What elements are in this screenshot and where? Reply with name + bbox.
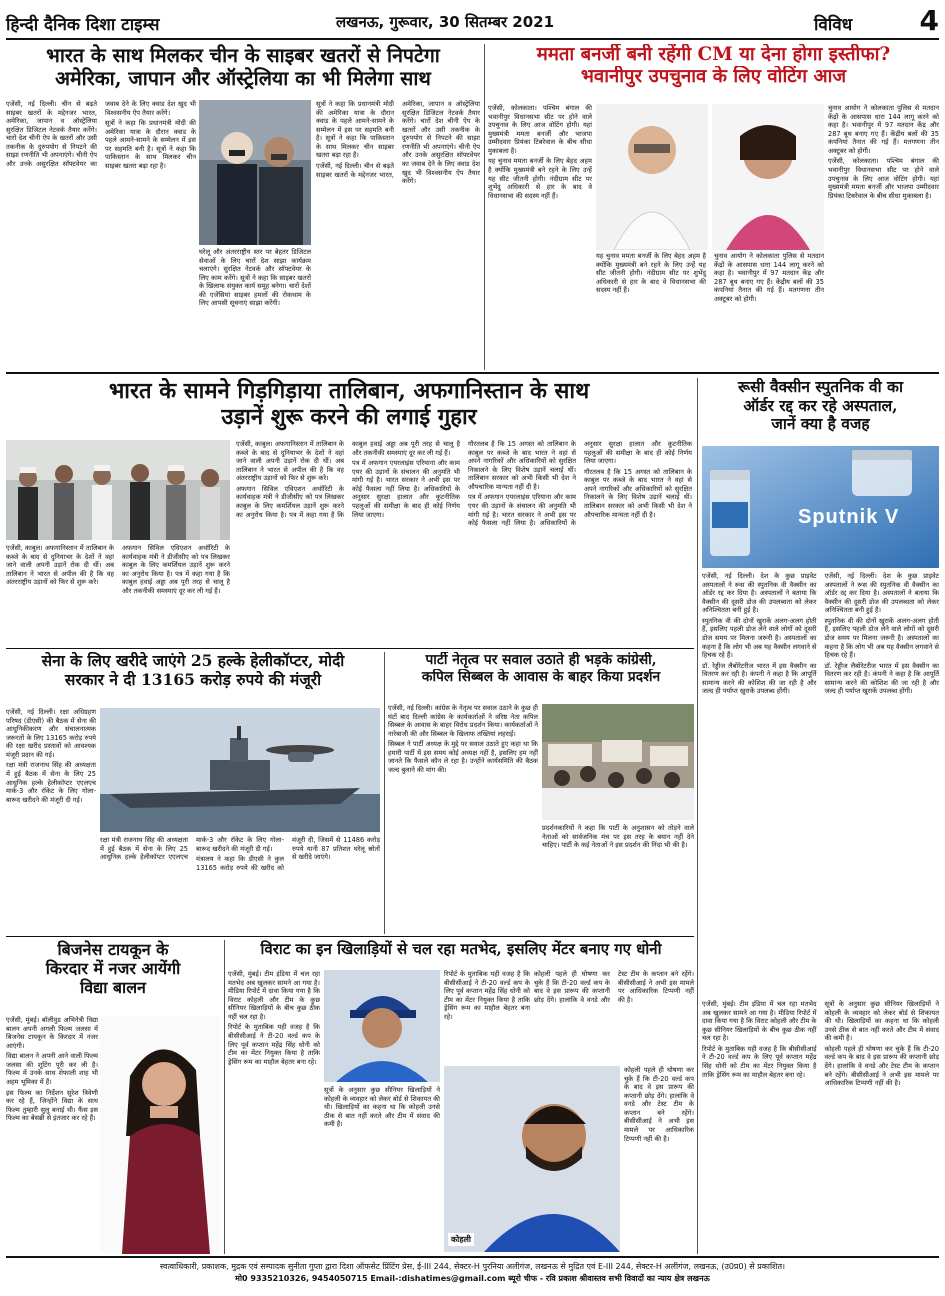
sputnik-para: एजेंसी, नई दिल्ली। देश के कुछ प्राइवेट अस्पतालों ने रूस की स्पुतनिक वी वैक्सीन का ऑर्डर रद्द कर दिया है। अस्पतालों ने बताया कि वैक्सीन की दूसरी डोज की उपलब्धता को लेकर अनिश्चितता बनी हुई है। bbox=[702, 572, 817, 615]
vidya-headline-line1: बिजनेस टायकून के bbox=[57, 940, 169, 959]
dhoni-para: सूत्रों के अनुसार कुछ सीनियर खिलाड़ियों ने कोहली के व्यवहार को लेकर बोर्ड से शिकायत की थी। खिलाड़ियों का कहना था कि कोहली उनसे ठीक से बात नहीं करते और टीम में संवाद की कमी है। bbox=[324, 1086, 440, 1129]
imprint-line1: स्वत्वाधिकारी, प्रकाशक, मुद्रक एवं सम्पादक सुनीता गुप्ता द्वारा दिशा ऑफसेट प्रिंटिंग प्रेस, ई-III 244, सेक्टर-H पुरनिया अलीगंज, लखनऊ से मुद्रित एवं E-III 244, सेक्टर-H अलीगंज, लखनऊ, (उ0प्र0) से प्रकाशित। bbox=[159, 1262, 786, 1271]
helicopter-para: मंत्रालय ने कहा कि डीएसी ने कुल 13165 करोड़ रुपये की खरीद को मंजूरी दी, जिसमें से 11486 करोड़ रुपये यानी 87 प्रतिशत घरेलू स्रोतों से खरीदे जाएंगे। bbox=[196, 836, 380, 872]
biden-modi-photo bbox=[199, 100, 311, 245]
helicopter-body-under-photo bbox=[100, 836, 380, 932]
imprint-footer bbox=[6, 1256, 939, 1292]
dhoni-para: कोहली पहले ही घोषणा कर चुके हैं कि टी-20 वर्ल्ड कप के बाद वे इस प्रारूप की कप्तानी छोड़ देंगे। हालांकि वे वनडे और टेस्ट टीम के कप्तान बने रहेंगे। बीसीसीआई ने अभी इस मामले पर आधिकारिक टिप्पणी नहीं की है। bbox=[624, 1066, 694, 1143]
mamata-para: यह चुनाव ममता बनर्जी के लिए बेहद अहम है क्योंकि मुख्यमंत्री बने रहने के लिए उन्हें यह सीट जीतनी होगी। नंदीग्राम सीट पर शुभेंदु अधिकारी से हार के बाद वे विधानसभा की सदस्य नहीं हैं। bbox=[596, 252, 706, 295]
mamata-body-right bbox=[828, 104, 939, 368]
cyber-para: सूत्रों ने कहा कि प्रधानमंत्री मोदी की अमेरिका यात्रा के दौरान क्वाड के पहले आमने-सामने के सम्मेलन में इस पर सहमति बनी है। सूत्रों ने कहा कि पाकिस्तान के साथ मिलकर चीन साइबर खतरा बढ़ा रहा है। bbox=[105, 119, 196, 170]
taliban-para: एजेंसी, काबुल। अफगानिस्तान में तालिबान के कब्जे के बाद से दुनियाभर के देशों ने वहां जाने वाली अपनी उड़ानें रोक दी थीं। अब तालिबान ने भारत से अपील की है कि वह अंतरराष्ट्रीय उड़ानों को फिर से शुरू करे। bbox=[236, 440, 344, 483]
sputnik-vial-photo bbox=[702, 446, 939, 568]
sputnik-para: एजेंसी, नई दिल्ली। देश के कुछ प्राइवेट अस्पतालों ने रूस की स्पुतनिक वी वैक्सीन का ऑर्डर रद्द कर दिया है। अस्पतालों ने बताया कि वैक्सीन की दूसरी डोज की उपलब्धता को लेकर अनिश्चितता बनी हुई है। bbox=[824, 572, 939, 615]
dhoni-headline: विराट का इन खिलाड़ियों से चल रहा मतभेद, इसलिए मेंटर बनाए गए धोनी bbox=[260, 940, 662, 958]
taliban-para: गौरतलब है कि 15 अगस्त को तालिबान के काबुल पर कब्जे के बाद भारत ने वहां से अपने नागरिकों और अधिकारियों को सुरक्षित निकालने के लिए विशेष उड़ानें चलाई थीं। तालिबान सरकार को अभी किसी भी देश ने औपचारिक मान्यता नहीं दी है। bbox=[468, 440, 576, 491]
mamata-para: एजेंसी, कोलकाता। पश्चिम बंगाल की भवानीपुर विधानसभा सीट पर होने वाले उपचुनाव के लिए आज वोटिंग होगी। यहां मुख्यमंत्री ममता बनर्जी और भाजपा उम्मीदवार प्रियंका टिबरेवाल के बीच सीधा मुकाबला है। bbox=[828, 157, 939, 200]
dhoni-para: रिपोर्ट के मुताबिक यही वजह है कि बीसीसीआई ने टी-20 वर्ल्ड कप के लिए पूर्व कप्तान महेंद्र सिंह धोनी को टीम का मेंटर नियुक्त किया है ताकि ड्रेसिंग रूम का माहौल बेहतर बना रहे। bbox=[228, 1023, 320, 1066]
dhoni-body-top-right bbox=[444, 970, 530, 1062]
sputnik-para: स्पुतनिक वी की दोनों खुराकें अलग-अलग होती हैं, इसलिए पहली डोज लेने वाले लोगों को दूसरी डोज समय पर मिलना जरूरी है। अस्पतालों का कहना है कि लोग भी अब यह वैक्सीन लगवाने से हिचक रहे हैं। bbox=[702, 616, 817, 660]
congress-para: सिब्बल ने पार्टी अध्यक्ष के मुद्दे पर सवाल उठाते हुए कहा था कि हमारी पार्टी में इस समय कोई अध्यक्ष नहीं है, इसलिए हम नहीं जानते कि फैसले कौन ले रहा है। उन्होंने कार्यसमिति की बैठक जल्द बुलाने की मांग की। bbox=[388, 740, 538, 774]
story-vidya bbox=[6, 940, 220, 1014]
dhoni-para: सूत्रों के अनुसार कुछ सीनियर खिलाड़ियों ने कोहली के व्यवहार को लेकर बोर्ड से शिकायत की थी। खिलाड़ियों का कहना था कि कोहली उनसे ठीक से बात नहीं करते और टीम में संवाद की कमी है। bbox=[824, 1000, 939, 1043]
mamata-para: एजेंसी, कोलकाता। पश्चिम बंगाल की भवानीपुर विधानसभा सीट पर होने वाले उपचुनाव के लिए आज वोटिंग होगी। यहां मुख्यमंत्री ममता बनर्जी और भाजपा उम्मीदवार प्रियंका टिबरेवाल के बीच सीधा मुकाबला है। bbox=[488, 104, 592, 155]
priyanka-photo bbox=[712, 104, 824, 250]
mamata-para: चुनाव आयोग ने कोलकाता पुलिस से मतदान केंद्रों के आसपास धारा 144 लागू करने को कहा है। भवानीपुर में 97 मतदान केंद्र और 287 बूथ बनाए गए हैं। केंद्रीय बलों की 35 कंपनियां तैनात की गई हैं। मतगणना तीन अक्टूबर को होगी। bbox=[714, 252, 824, 303]
page-number: 4 bbox=[919, 4, 939, 37]
story-helicopter bbox=[6, 652, 380, 706]
sputnik-headline-line1: रूसी वैक्सीन स्पुतनिक वी का bbox=[738, 378, 903, 396]
kohli-photo bbox=[444, 1066, 620, 1252]
section-rule bbox=[6, 648, 694, 649]
taliban-photo bbox=[6, 440, 230, 540]
taliban-body-under-photo bbox=[6, 544, 230, 646]
dhoni-body-right-lower bbox=[624, 1066, 694, 1252]
vidya-para: एजेंसी, मुंबई। बॉलीवुड अभिनेत्री विद्या बालन अपनी अगली फिल्म जलसा में बिजनेस टायकून के किरदार में नजर आएंगी। bbox=[6, 1016, 98, 1050]
cyber-headline-line2: अमेरिका, जापान और ऑस्ट्रेलिया का भी मिलेगा साथ bbox=[55, 67, 431, 91]
dhoni-para: कोहली पहले ही घोषणा कर चुके हैं कि टी-20 वर्ल्ड कप के बाद वे इस प्रारूप की कप्तानी छोड़ देंगे। हालांकि वे वनडे और टेस्ट टीम के कप्तान बने रहेंगे। बीसीसीआई ने अभी इस मामले पर आधिकारिक टिप्पणी नहीं की है। bbox=[824, 1044, 939, 1088]
helicopter-headline-line2: सरकार ने दी 13165 करोड़ रुपये की मंजूरी bbox=[64, 670, 322, 689]
story-congress bbox=[388, 652, 694, 702]
mamata-para: यह चुनाव ममता बनर्जी के लिए बेहद अहम है क्योंकि मुख्यमंत्री बने रहने के लिए उन्हें यह सीट जीतनी होगी। नंदीग्राम सीट पर शुभेंदु अधिकारी से हार के बाद वे विधानसभा की सदस्य नहीं हैं। bbox=[488, 157, 592, 200]
mamata-headline-line1: ममता बनर्जी बनी रहेंगी CM या देना होगा इस्तीफा? bbox=[536, 44, 891, 65]
cyber-body-right bbox=[316, 100, 480, 368]
taliban-para: गौरतलब है कि 15 अगस्त को तालिबान के काबुल पर कब्जे के बाद भारत ने वहां से अपने नागरिकों और अधिकारियों को सुरक्षित निकालने के लिए विशेष उड़ानें चलाई थीं। तालिबान सरकार को अभी किसी भी देश ने औपचारिक मान्यता नहीं दी है। bbox=[584, 467, 692, 519]
taliban-para: एजेंसी, काबुल। अफगानिस्तान में तालिबान के कब्जे के बाद से दुनियाभर के देशों ने वहां जाने वाली अपनी उड़ानें रोक दी थीं। अब तालिबान ने भारत से अपील की है कि वह अंतरराष्ट्रीय उड़ानों को फिर से शुरू करे। bbox=[6, 544, 114, 587]
vidya-headline-line3: विद्या बालन bbox=[80, 978, 146, 998]
congress-para: एजेंसी, नई दिल्ली। कांग्रेस के नेतृत्व पर सवाल उठाने के कुछ ही घंटों बाद दिल्ली कांग्रेस के कार्यकर्ताओं ने वरिष्ठ नेता कपिल सिब्बल के आवास के बाहर विरोध प्रदर्शन किया। कार्यकर्ताओं ने नारेबाजी की और सिब्बल के खिलाफ तख्तियां लहराईं। bbox=[388, 704, 538, 738]
dhoni-para: एजेंसी, मुंबई। टीम इंडिया में चल रहा मतभेद अब खुलकर सामने आ गया है। मीडिया रिपोर्ट में दावा किया गया है कि विराट कोहली और टीम के कुछ सीनियर खिलाड़ियों के बीच कुछ ठीक नहीं चल रहा है। bbox=[228, 970, 320, 1021]
imprint-line2: मो0 9335210326, 9454050715 Email-:dishatimes@gmail.com ब्यूरो चीफ - रवि प्रकाश श्रीवास्तव सभी विवादों का न्याय क्षेत्र लखनऊ bbox=[235, 1273, 710, 1283]
congress-body-left bbox=[388, 704, 538, 932]
helicopter-body-left bbox=[6, 708, 96, 932]
cyber-para: एजेंसी, नई दिल्ली। चीन से बढ़ते साइबर खतरों के मद्देनजर भारत, अमेरिका, जापान व ऑस्ट्रेलिया सुरक्षित डिजिटल नेटवर्क तैयार करेंगे। चारों देश चीनी ऐप के खतरों और उसी तकनीक के दुरुपयोग से निपटने की साझा रणनीति भी अपनाएंगे। चीनी ऐप और उनके असुरक्षित सॉफ्टवेयर का जवाब देने के लिए क्वाड देश खुद भी विश्वसनीय ऐप तैयार करेंगे। bbox=[6, 100, 196, 168]
taliban-para: पत्र में अफगान एयरलाइंस एरियाना और काम एयर की उड़ानों के संचालन की अनुमति भी मांगी गई है। भारत सरकार ने अभी इस पर कोई फैसला नहीं लिया है। अधिकारियों के अनुसार सुरक्षा हालात और कूटनीतिक पहलुओं की समीक्षा के बाद ही कोई निर्णय लिया जाएगा। bbox=[352, 459, 460, 519]
cyber-body-under-photo bbox=[199, 248, 311, 368]
helicopter-para: एजेंसी, नई दिल्ली। रक्षा अधिग्रहण परिषद (डीएसी) की बैठक में सेना की आधुनिकीकरण और संचालनात्मक जरूरतों के लिए 13165 करोड़ रुपये की रक्षा खरीद प्रस्तावों को आवश्यक मंजूरी प्रदान की गई। bbox=[6, 708, 96, 759]
dhoni-body-left bbox=[228, 970, 320, 1254]
cyber-para: घरेलू और अंतरराष्ट्रीय स्तर पर बेहतर डिजिटल सेवाओं के लिए चारों देश साझा कार्यक्रम चलाएंगे। सुरक्षित नेटवर्क और सॉफ्टवेयर के लिए काम करेंगे। सूत्रों ने कहा कि साइबर खतरों के खिलाफ संयुक्त कार्य समूह बनेगा। चारों देशों की एजेंसियां साइबर हमलों की रोकथाम के लिए आपसी सूचनाएं साझा करेंगी। bbox=[199, 248, 311, 308]
dhoni-para: एजेंसी, मुंबई। टीम इंडिया में चल रहा मतभेद अब खुलकर सामने आ गया है। मीडिया रिपोर्ट में दावा किया गया है कि विराट कोहली और टीम के कुछ सीनियर खिलाड़ियों के बीच कुछ ठीक नहीं चल रहा है। bbox=[702, 1000, 817, 1043]
vidya-headline-line2: किरदार में नजर आयेंगी bbox=[45, 959, 181, 979]
congress-headline-line1: पार्टी नेतृत्व पर सवाल उठाते ही भड़के कांग्रेसी, bbox=[425, 652, 657, 668]
cyber-headline-line1: भारत के साथ मिलकर चीन के साइबर खतरों से निपटेगा bbox=[46, 44, 440, 67]
cyber-body bbox=[6, 100, 196, 368]
helicopter-para: रक्षा मंत्री राजनाथ सिंह की अध्यक्षता में हुई बैठक में सेना के लिए 25 आधुनिक हल्के हेलीकॉप्टर एएलएच मार्क-3 और रॉकेट के लिए गोला-बारूद खरीदने की मंजूरी दी गई। bbox=[100, 836, 284, 862]
dhoni-para: रिपोर्ट के मुताबिक यही वजह है कि बीसीसीआई ने टी-20 वर्ल्ड कप के लिए पूर्व कप्तान महेंद्र सिंह धोनी को टीम का मेंटर नियुक्त किया है ताकि ड्रेसिंग रूम का माहौल बेहतर बना रहे। bbox=[444, 970, 530, 1021]
taliban-para: अफगान सिविल एविएशन अथॉरिटी के कार्यवाहक मंत्री ने डीजीसीए को पत्र लिखकर काबुल के लिए कमर्शियल उड़ानें शुरू करने का अनुरोध किया है। पत्र में कहा गया है कि काबुल हवाई अड्डा अब पूरी तरह से चालू है और तकनीकी समस्याएं दूर कर ली गई हैं। bbox=[236, 440, 460, 519]
column-rule bbox=[224, 940, 225, 1254]
helicopter-para: रक्षा मंत्री राजनाथ सिंह की अध्यक्षता में हुई बैठक में सेना के लिए 25 आधुनिक हल्के हेलीकॉप्टर एएलएच मार्क-3 और रॉकेट के लिए गोला-बारूद खरीदने की मंजूरी दी गई। bbox=[6, 761, 96, 804]
vidya-para: विद्या बालन ने अपनी आने वाली फिल्म जलसा की शूटिंग पूरी कर ली है। फिल्म में उनके साथ शेफाली शाह भी अहम भूमिका में हैं। bbox=[6, 1052, 98, 1086]
taliban-headline-line1: भारत के सामने गिड़गिड़ाया तालिबान, अफगानिस्तान के साथ bbox=[108, 378, 590, 404]
sputnik-para: स्पुतनिक वी की दोनों खुराकें अलग-अलग होती हैं, इसलिए पहली डोज लेने वाले लोगों को दूसरी डोज समय पर मिलना जरूरी है। अस्पतालों का कहना है कि लोग भी अब यह वैक्सीन लगवाने से हिचक रहे हैं। bbox=[824, 616, 939, 660]
taliban-para: पत्र में अफगान एयरलाइंस एरियाना और काम एयर की उड़ानों के संचालन की अनुमति भी मांगी गई है। भारत सरकार ने अभी इस पर कोई फैसला नहीं लिया है। अधिकारियों के अनुसार सुरक्षा हालात और कूटनीतिक पहलुओं की समीक्षा के बाद ही कोई निर्णय लिया जाएगा। bbox=[468, 440, 692, 528]
column-rule bbox=[484, 44, 485, 370]
sputnik-vial-label: Sputnik V bbox=[798, 506, 900, 528]
dhoni-body-far-right bbox=[702, 1000, 939, 1254]
story-taliban bbox=[6, 378, 692, 438]
mamata-body-under-photo bbox=[596, 252, 824, 368]
cyber-para: सूत्रों ने कहा कि प्रधानमंत्री मोदी की अमेरिका यात्रा के दौरान क्वाड के पहले आमने-सामने के सम्मेलन में इस पर सहमति बनी है। सूत्रों ने कहा कि पाकिस्तान के साथ मिलकर चीन साइबर खतरा बढ़ा रहा है। bbox=[316, 100, 394, 160]
congress-para: प्रदर्शनकारियों ने कहा कि पार्टी के अनुशासन को तोड़ने वाले नेताओं को सार्वजनिक मंच पर इस तरह के बयान नहीं देने चाहिए। पार्टी के कई नेताओं ने इस प्रदर्शन की निंदा भी की है। bbox=[542, 824, 694, 850]
sputnik-headline-line2: ऑर्डर रद्द कर रहे अस्पताल, bbox=[743, 396, 898, 415]
vidya-body bbox=[6, 1016, 98, 1254]
dhoni-body-right bbox=[534, 970, 694, 1062]
taliban-body-main bbox=[236, 440, 692, 646]
vidya-photo bbox=[100, 1016, 220, 1254]
section-name: विविध bbox=[814, 15, 853, 35]
section-rule bbox=[6, 936, 694, 937]
taliban-headline-line2: उड़ानें शुरू करने की लगाई गुहार bbox=[221, 404, 477, 431]
column-rule bbox=[697, 378, 698, 1254]
dhoni-para: कोहली पहले ही घोषणा कर चुके हैं कि टी-20 वर्ल्ड कप के बाद वे इस प्रारूप की कप्तानी छोड़ देंगे। हालांकि वे वनडे और टेस्ट टीम के कप्तान बने रहेंगे। बीसीसीआई ने अभी इस मामले पर आधिकारिक टिप्पणी नहीं की है। bbox=[534, 970, 694, 1004]
column-rule bbox=[384, 652, 385, 934]
helicopter-headline-line1: सेना के लिए खरीदे जाएंगे 25 हल्के हेलीकॉप्टर, मोदी bbox=[41, 652, 345, 670]
warship-photo bbox=[100, 708, 380, 832]
sputnik-headline-line3: जानें क्या है वजह bbox=[771, 415, 870, 434]
mamata-photo bbox=[596, 104, 708, 250]
mamata-headline-line2: भवानीपुर उपचुनाव के लिए वोटिंग आज bbox=[580, 66, 847, 88]
congress-body-under-photo bbox=[542, 824, 694, 932]
story-dhoni bbox=[228, 940, 694, 970]
dhoni-body-mid bbox=[324, 1086, 440, 1254]
congress-headline-line2: कपिल सिब्बल के आवास के बाहर किया प्रदर्शन bbox=[421, 668, 661, 685]
dhoni-photo bbox=[324, 970, 440, 1082]
vidya-para: इस फिल्म का निर्देशन सुरेश त्रिवेणी कर रहे हैं, जिन्होंने विद्या के साथ फिल्म तुम्हारी सुलु बनाई थी। फैंस इस फिल्म का बेसब्री से इंतजार कर रहे हैं। bbox=[6, 1088, 98, 1123]
story-mamata bbox=[488, 44, 939, 104]
masthead bbox=[6, 4, 939, 40]
story-sputnik bbox=[702, 378, 939, 444]
mamata-body-left bbox=[488, 104, 592, 368]
taliban-para: अफगान सिविल एविएशन अथॉरिटी के कार्यवाहक मंत्री ने डीजीसीए को पत्र लिखकर काबुल के लिए कमर्शियल उड़ानें शुरू करने का अनुरोध किया है। पत्र में कहा गया है कि काबुल हवाई अड्डा अब पूरी तरह से चालू है और तकनीकी समस्याएं दूर कर ली गई हैं। bbox=[122, 544, 230, 595]
sputnik-para: डॉ. रेड्डीज लैबोरेटरीज भारत में इस वैक्सीन का वितरण कर रही है। कंपनी ने कहा है कि आपूर्ति सामान्य करने की कोशिश की जा रही है और जल्द ही पर्याप्त खुराकें उपलब्ध होंगी। bbox=[824, 661, 939, 696]
cyber-para: एजेंसी, नई दिल्ली। चीन से बढ़ते साइबर खतरों के मद्देनजर भारत, अमेरिका, जापान व ऑस्ट्रेलिया सुरक्षित डिजिटल नेटवर्क तैयार करेंगे। चारों देश चीनी ऐप के खतरों और उसी तकनीक के दुरुपयोग से निपटने की साझा रणनीति भी अपनाएंगे। चीनी ऐप और उनके असुरक्षित सॉफ्टवेयर का जवाब देने के लिए क्वाड देश खुद भी विश्वसनीय ऐप तैयार करेंगे। bbox=[316, 100, 480, 186]
kohli-caption: कोहली bbox=[448, 1233, 474, 1246]
dateline: लखनऊ, गुरूवार, 30 सितम्बर 2021 bbox=[336, 13, 555, 31]
sputnik-body bbox=[702, 572, 939, 996]
sputnik-para: डॉ. रेड्डीज लैबोरेटरीज भारत में इस वैक्सीन का वितरण कर रही है। कंपनी ने कहा है कि आपूर्ति सामान्य करने की कोशिश की जा रही है और जल्द ही पर्याप्त खुराकें उपलब्ध होंगी। bbox=[702, 661, 817, 696]
protest-photo bbox=[542, 704, 694, 820]
section-rule bbox=[6, 372, 939, 374]
dhoni-para: रिपोर्ट के मुताबिक यही वजह है कि बीसीसीआई ने टी-20 वर्ल्ड कप के लिए पूर्व कप्तान महेंद्र सिंह धोनी को टीम का मेंटर नियुक्त किया है ताकि ड्रेसिंग रूम का माहौल बेहतर बना रहे। bbox=[702, 1044, 817, 1079]
mamata-para: चुनाव आयोग ने कोलकाता पुलिस से मतदान केंद्रों के आसपास धारा 144 लागू करने को कहा है। भवानीपुर में 97 मतदान केंद्र और 287 बूथ बनाए गए हैं। केंद्रीय बलों की 35 कंपनियां तैनात की गई हैं। मतगणना तीन अक्टूबर को होगी। bbox=[828, 104, 939, 155]
paper-name: हिन्दी दैनिक दिशा टाइम्स bbox=[6, 15, 160, 35]
